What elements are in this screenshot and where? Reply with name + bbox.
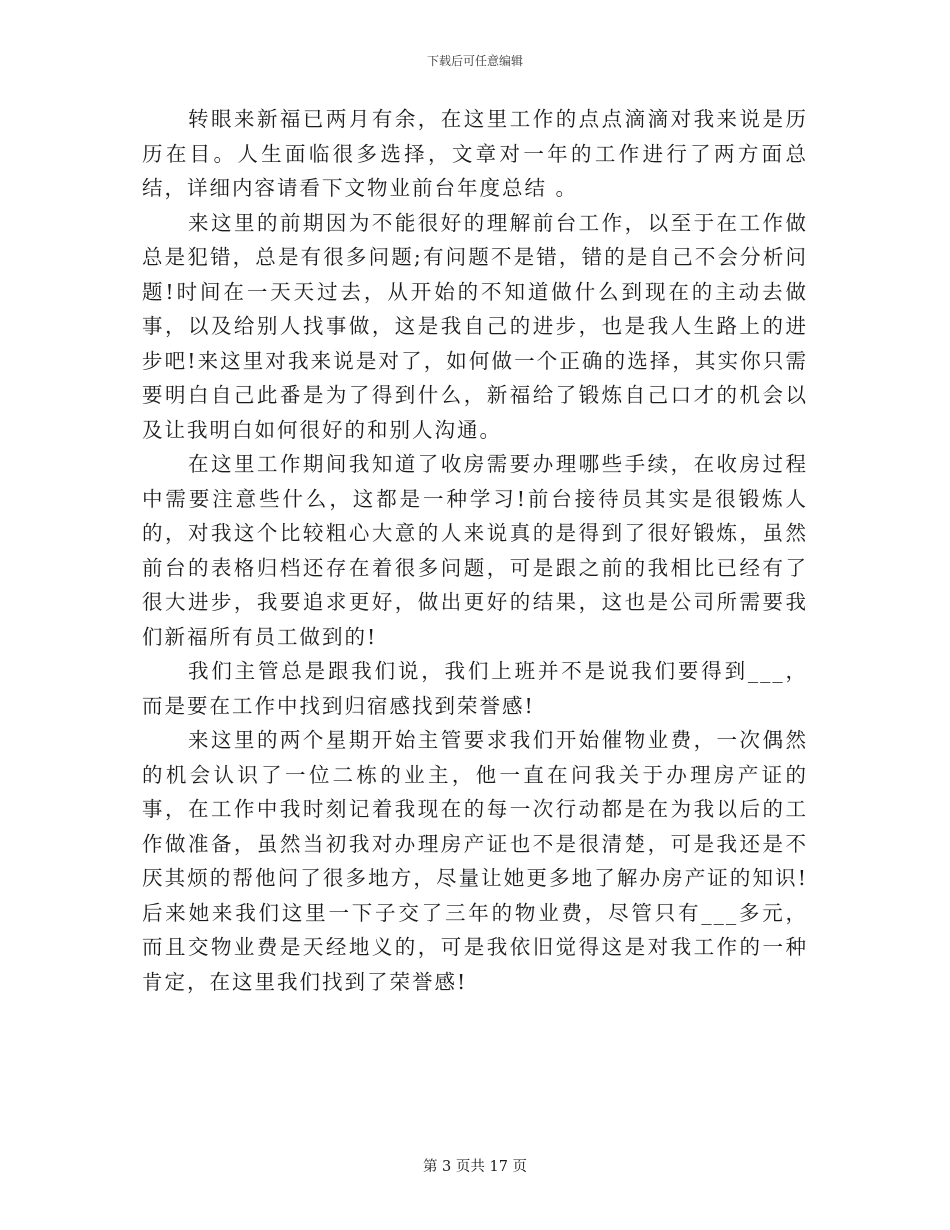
document-body (142, 102, 808, 999)
paragraph-early-period: 来这里的前期因为不能很好的理解前台工作，以至于在工作做总是犯错，总是有很多问题;有问题不是错，错的是自己不会分析问题!时间在一天天过去，从开始的不知道做什么到现在的主动去做事，以及给别人找事做，这是我自己的进步，也是我人生路上的进步吧!来这里对我来说是对了，如何做一个正确的选择，其实你只需要明白自己此番是为了得到什么，新福给了锻炼自己口才的机会以及让我明白如何很好的和别人沟通。 (142, 210, 808, 442)
paragraph-learning: 在这里工作期间我知道了收房需要办理哪些手续，在收房过程中需要注意些什么，这都是一种学习!前台接待员其实是很锻炼人的，对我这个比较粗心大意的人来说真的是得到了很好锻炼，虽然前台的表格归档还存在着很多问题，可是跟之前的我相比已经有了很大进步，我要追求更好，做出更好的结果，这也是公司所需要我们新福所有员工做到的! (142, 452, 808, 649)
page-header: 下载后可任意编辑 (426, 54, 523, 68)
paragraph-intro: 转眼来新福已两月有余，在这里工作的点点滴滴对我来说是历历在目。人生面临很多选择，文章对一年的工作进行了两方面总结，详细内容请看下文物业前台年度总结 。 (142, 107, 808, 200)
paragraph-honor: 来这里的两个星期开始主管要求我们开始催物业费，一次偶然的机会认识了一位二栋的业主，他一直在问我关于办理房产证的事，在工作中我时刻记着我现在的每一次行动都是在为我以后的工作做准备，虽然当初我对办理房产证也不是很清楚，可是我还是不厌其烦的帮他问了很多地方，尽量让她更多地了解办房产证的知识!后来她来我们这里一下子交了三年的物业费，尽管只有___多元，而且交物业费是天经地义的，可是我依旧觉得这是对我工作的一种肯定，在这里我们找到了荣誉感! (142, 728, 808, 994)
page-number: 第 3 页共 17 页 (422, 1159, 528, 1175)
paragraph-supervisor: 我们主管总是跟我们说，我们上班并不是说我们要得到___，而是要在工作中找到归宿感找到荣誉感! (142, 659, 808, 718)
